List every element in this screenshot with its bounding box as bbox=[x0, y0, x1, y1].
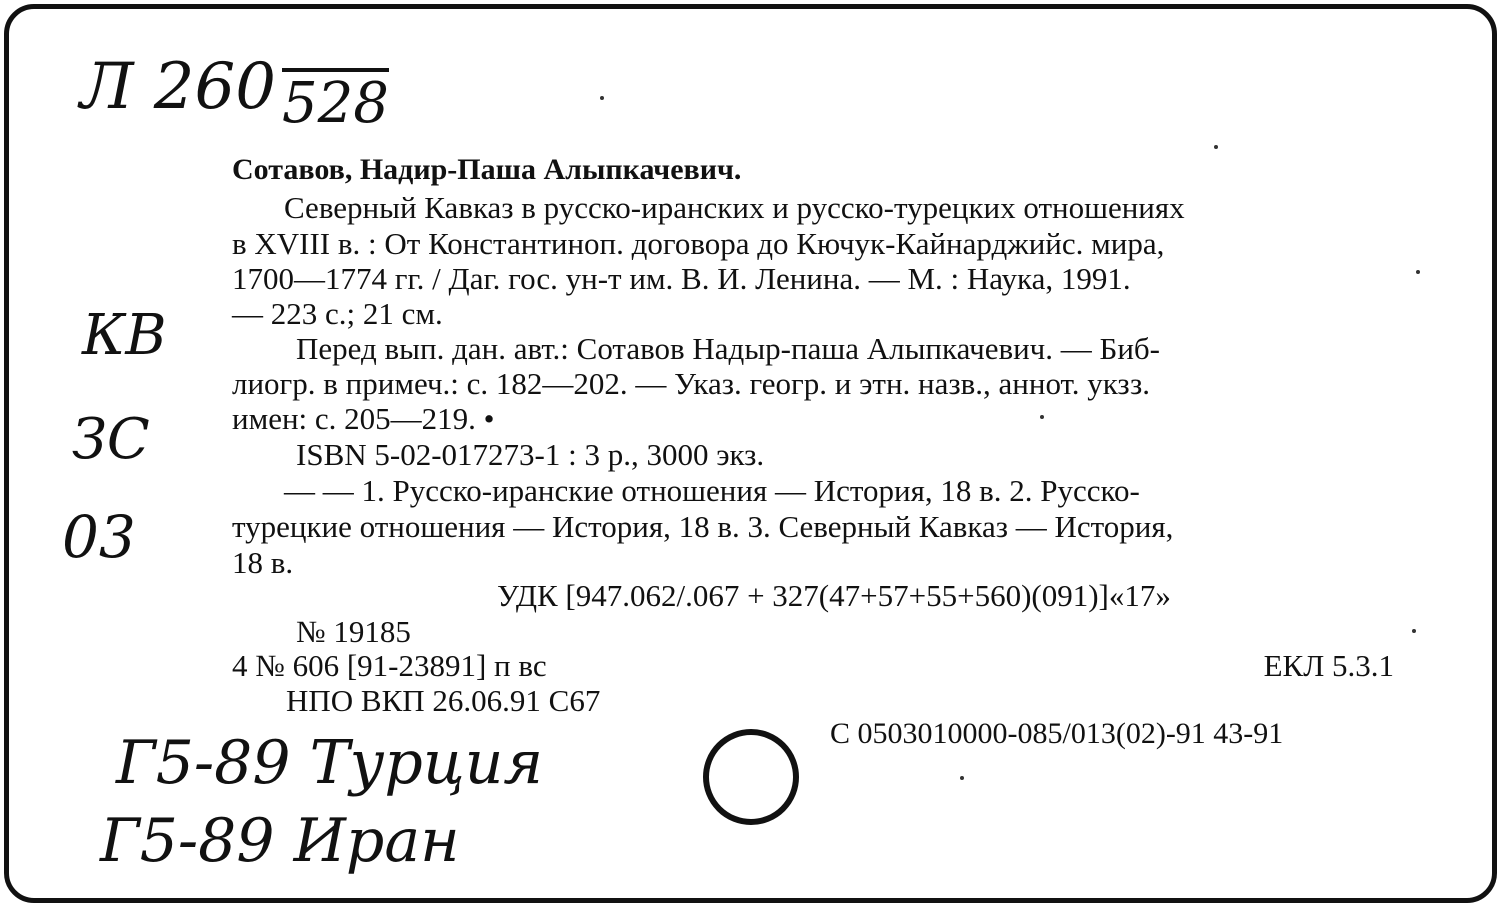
handwritten-subject-iran: Г5-89 Иран bbox=[100, 806, 460, 876]
title-line-1: Северный Кавказ в русско-иранских и русско-турецких отношениях bbox=[284, 190, 1185, 225]
subjects-line-1: — — 1. Русско-иранские отношения — История, 18 в. 2. Русско- bbox=[284, 473, 1140, 508]
scan-speck bbox=[1214, 145, 1218, 149]
scan-speck bbox=[1412, 629, 1416, 633]
notes-line-2: лиогр. в примеч.: с. 182—202. — Указ. геогр. и этн. назв., аннот. укзз. bbox=[232, 366, 1151, 401]
notes-line-1: Перед вып. дан. авт.: Сотавов Надыр-паша Алыпкачевич. — Биб- bbox=[296, 331, 1161, 366]
handwritten-circle bbox=[703, 729, 799, 825]
subjects-line-2: турецкие отношения — История, 18 в. 3. Северный Кавказ — История, bbox=[232, 509, 1174, 544]
handwritten-note-kv: КВ bbox=[82, 303, 167, 368]
publication-code: С 0503010000-085/013(02)-91 43-91 bbox=[830, 717, 1284, 750]
handwritten-call-number-sub: 528 bbox=[282, 68, 389, 134]
handwritten-call-number: Л 260 bbox=[80, 50, 276, 124]
title-line-2: в XVIII в. : От Константиноп. договора до Кючук-Кайнарджийс. мира, bbox=[232, 226, 1165, 261]
handwritten-subject-turkey: Г5-89 Турция bbox=[116, 728, 544, 798]
title-line-4: — 223 с.; 21 см. bbox=[232, 296, 443, 331]
title-line-3: 1700—1774 гг. / Даг. гос. ун-т им. В. И. Ленина. — М. : Наука, 1991. bbox=[232, 261, 1131, 296]
notes-line-3: имен: с. 205—219. • bbox=[232, 401, 495, 436]
handwritten-note-zs: ЗС bbox=[72, 407, 150, 472]
record-number: № 19185 bbox=[296, 614, 411, 649]
scan-speck bbox=[1416, 270, 1420, 274]
order-line: 4 № 606 [91-23891] п вс bbox=[232, 648, 547, 683]
scan-speck bbox=[1040, 415, 1044, 419]
isbn-line: ISBN 5-02-017273-1 : 3 р., 3000 экз. bbox=[296, 437, 765, 472]
scan-speck bbox=[960, 776, 964, 780]
printer-line: НПО ВКП 26.06.91 С67 bbox=[286, 683, 601, 718]
subjects-line-3: 18 в. bbox=[232, 545, 294, 580]
ekl-code: ЕКЛ 5.3.1 bbox=[1263, 648, 1394, 683]
author-heading: Сотавов, Надир-Паша Алыпкачевич. bbox=[232, 153, 742, 186]
handwritten-note-03: 03 bbox=[62, 503, 136, 571]
scan-speck bbox=[600, 96, 604, 100]
udc-line: УДК [947.062/.067 + 327(47+57+55+560)(091)]«17» bbox=[497, 578, 1171, 613]
